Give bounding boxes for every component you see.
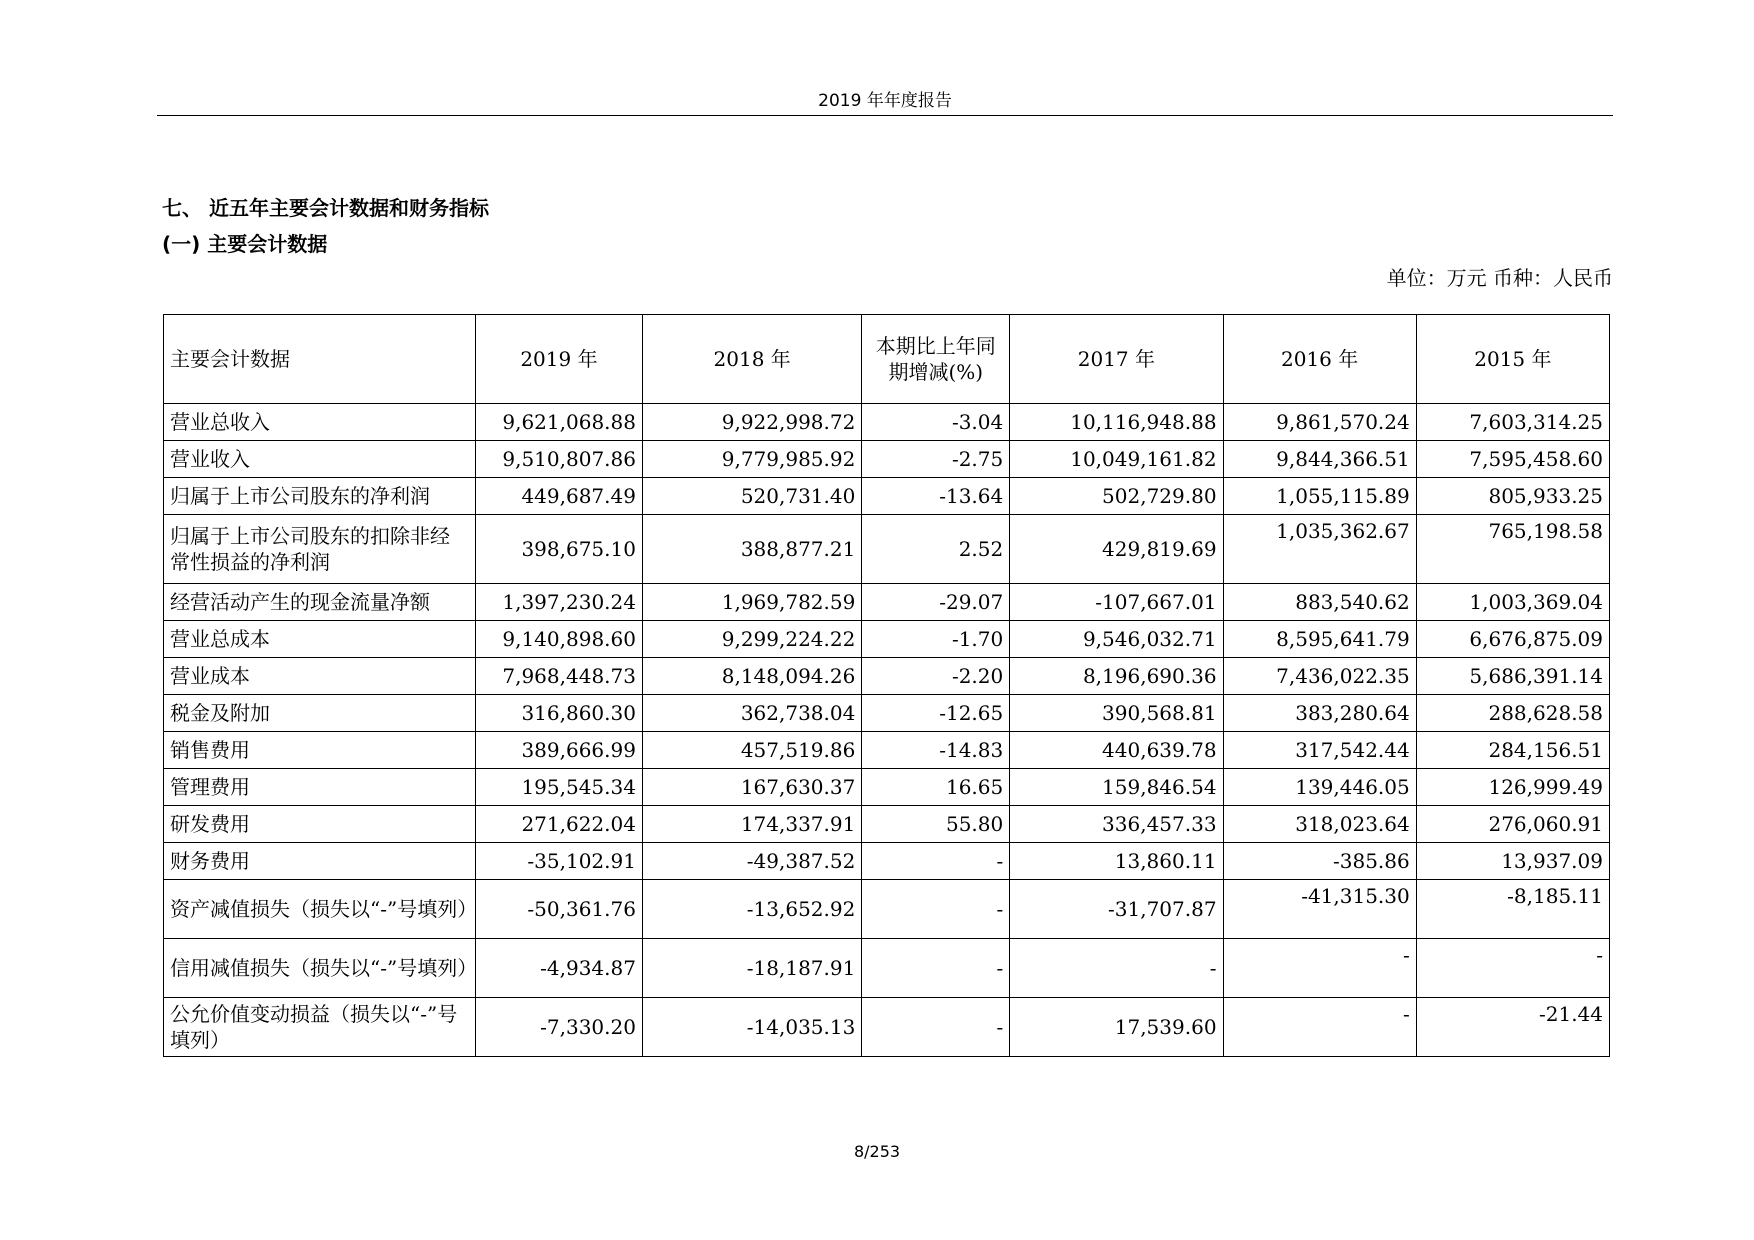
value-cell: 389,666.99 <box>475 732 642 769</box>
value-cell: -21.44 <box>1416 998 1609 1057</box>
value-cell: 9,621,068.88 <box>475 404 642 441</box>
value-cell: 167,630.37 <box>642 769 861 806</box>
row-label: 营业收入 <box>164 441 476 478</box>
value-cell: -8,185.11 <box>1416 880 1609 939</box>
table-row <box>164 621 1610 658</box>
column-header: 本期比上年同期增减(%) <box>862 315 1010 404</box>
value-cell: -3.04 <box>862 404 1010 441</box>
table-header-row <box>164 315 1610 404</box>
value-cell: - <box>862 939 1010 998</box>
row-label: 归属于上市公司股东的净利润 <box>164 478 476 515</box>
value-cell: 10,049,161.82 <box>1010 441 1223 478</box>
row-label: 管理费用 <box>164 769 476 806</box>
value-cell: 317,542.44 <box>1223 732 1416 769</box>
report-header: 2019 年年度报告 <box>818 91 952 111</box>
value-cell: 390,568.81 <box>1010 695 1223 732</box>
value-cell: 5,686,391.14 <box>1416 658 1609 695</box>
value-cell: 520,731.40 <box>642 478 861 515</box>
section-title: 七、 近五年主要会计数据和财务指标 <box>162 196 489 220</box>
page-number: 8/253 <box>853 1142 901 1161</box>
value-cell: 13,860.11 <box>1010 843 1223 880</box>
value-cell: 16.65 <box>862 769 1010 806</box>
table-body <box>164 404 1610 1057</box>
value-cell: 6,676,875.09 <box>1416 621 1609 658</box>
value-cell: -14,035.13 <box>642 998 861 1057</box>
value-cell: 336,457.33 <box>1010 806 1223 843</box>
value-cell: - <box>862 998 1010 1057</box>
value-cell: 1,969,782.59 <box>642 584 861 621</box>
value-cell: -41,315.30 <box>1223 880 1416 939</box>
value-cell: 502,729.80 <box>1010 478 1223 515</box>
value-cell: 318,023.64 <box>1223 806 1416 843</box>
value-cell: 1,055,115.89 <box>1223 478 1416 515</box>
value-cell: -2.75 <box>862 441 1010 478</box>
value-cell: 8,196,690.36 <box>1010 658 1223 695</box>
value-cell: 1,003,369.04 <box>1416 584 1609 621</box>
value-cell: - <box>862 843 1010 880</box>
value-cell: -1.70 <box>862 621 1010 658</box>
value-cell: 383,280.64 <box>1223 695 1416 732</box>
value-cell: 9,922,998.72 <box>642 404 861 441</box>
value-cell: 276,060.91 <box>1416 806 1609 843</box>
value-cell: 284,156.51 <box>1416 732 1609 769</box>
value-cell: -13,652.92 <box>642 880 861 939</box>
value-cell: -14.83 <box>862 732 1010 769</box>
value-cell: 17,539.60 <box>1010 998 1223 1057</box>
table-row <box>164 939 1610 998</box>
sub-section-title: (一) 主要会计数据 <box>162 232 328 256</box>
row-label: 资产减值损失（损失以“-”号填列） <box>164 880 476 939</box>
value-cell: 195,545.34 <box>475 769 642 806</box>
value-cell: 362,738.04 <box>642 695 861 732</box>
table-row <box>164 998 1610 1057</box>
row-label: 研发费用 <box>164 806 476 843</box>
value-cell: -50,361.76 <box>475 880 642 939</box>
column-header: 2019 年 <box>475 315 642 404</box>
row-label: 公允价值变动损益（损失以“-”号填列） <box>164 998 476 1057</box>
value-cell: 7,968,448.73 <box>475 658 642 695</box>
table-row <box>164 404 1610 441</box>
column-header: 主要会计数据 <box>164 315 476 404</box>
unit-note: 单位：万元 币种：人民币 <box>1386 266 1613 290</box>
value-cell: 159,846.54 <box>1010 769 1223 806</box>
value-cell: - <box>1416 939 1609 998</box>
value-cell: 126,999.49 <box>1416 769 1609 806</box>
table-row <box>164 806 1610 843</box>
value-cell: -4,934.87 <box>475 939 642 998</box>
value-cell: -35,102.91 <box>475 843 642 880</box>
value-cell: 7,436,022.35 <box>1223 658 1416 695</box>
value-cell: 55.80 <box>862 806 1010 843</box>
column-header: 2018 年 <box>642 315 861 404</box>
value-cell: 7,603,314.25 <box>1416 404 1609 441</box>
value-cell: 10,116,948.88 <box>1010 404 1223 441</box>
value-cell: 271,622.04 <box>475 806 642 843</box>
value-cell: 9,546,032.71 <box>1010 621 1223 658</box>
value-cell: 429,819.69 <box>1010 515 1223 584</box>
column-header: 2017 年 <box>1010 315 1223 404</box>
value-cell: 883,540.62 <box>1223 584 1416 621</box>
value-cell: 449,687.49 <box>475 478 642 515</box>
value-cell: 805,933.25 <box>1416 478 1609 515</box>
table-row <box>164 695 1610 732</box>
table-row <box>164 658 1610 695</box>
value-cell: 398,675.10 <box>475 515 642 584</box>
value-cell: - <box>862 880 1010 939</box>
value-cell: 288,628.58 <box>1416 695 1609 732</box>
row-label: 销售费用 <box>164 732 476 769</box>
value-cell: - <box>1223 998 1416 1057</box>
value-cell: 1,035,362.67 <box>1223 515 1416 584</box>
value-cell: -7,330.20 <box>475 998 642 1057</box>
row-label: 营业总收入 <box>164 404 476 441</box>
column-header: 2016 年 <box>1223 315 1416 404</box>
column-header: 2015 年 <box>1416 315 1609 404</box>
value-cell: 13,937.09 <box>1416 843 1609 880</box>
table-row <box>164 441 1610 478</box>
value-cell: 8,148,094.26 <box>642 658 861 695</box>
value-cell: 174,337.91 <box>642 806 861 843</box>
value-cell: 388,877.21 <box>642 515 861 584</box>
row-label: 营业成本 <box>164 658 476 695</box>
value-cell: -29.07 <box>862 584 1010 621</box>
accounting-data-table <box>163 314 1610 1057</box>
value-cell: -12.65 <box>862 695 1010 732</box>
table-row <box>164 584 1610 621</box>
header-divider <box>157 115 1613 116</box>
row-label: 财务费用 <box>164 843 476 880</box>
value-cell: 2.52 <box>862 515 1010 584</box>
table-row <box>164 769 1610 806</box>
value-cell: 7,595,458.60 <box>1416 441 1609 478</box>
value-cell: 9,844,366.51 <box>1223 441 1416 478</box>
value-cell: 1,397,230.24 <box>475 584 642 621</box>
value-cell: 9,779,985.92 <box>642 441 861 478</box>
value-cell: 457,519.86 <box>642 732 861 769</box>
value-cell: -31,707.87 <box>1010 880 1223 939</box>
value-cell: 765,198.58 <box>1416 515 1609 584</box>
row-label: 经营活动产生的现金流量净额 <box>164 584 476 621</box>
value-cell: -13.64 <box>862 478 1010 515</box>
table-row <box>164 732 1610 769</box>
value-cell: - <box>1010 939 1223 998</box>
row-label: 营业总成本 <box>164 621 476 658</box>
value-cell: - <box>1223 939 1416 998</box>
value-cell: 440,639.78 <box>1010 732 1223 769</box>
value-cell: 139,446.05 <box>1223 769 1416 806</box>
value-cell: -385.86 <box>1223 843 1416 880</box>
value-cell: 316,860.30 <box>475 695 642 732</box>
table-row <box>164 515 1610 584</box>
row-label: 信用减值损失（损失以“-”号填列） <box>164 939 476 998</box>
value-cell: -49,387.52 <box>642 843 861 880</box>
table-row <box>164 478 1610 515</box>
value-cell: 8,595,641.79 <box>1223 621 1416 658</box>
value-cell: -18,187.91 <box>642 939 861 998</box>
table-row <box>164 843 1610 880</box>
row-label: 归属于上市公司股东的扣除非经常性损益的净利润 <box>164 515 476 584</box>
table-row <box>164 880 1610 939</box>
value-cell: 9,861,570.24 <box>1223 404 1416 441</box>
value-cell: -2.20 <box>862 658 1010 695</box>
value-cell: -107,667.01 <box>1010 584 1223 621</box>
value-cell: 9,299,224.22 <box>642 621 861 658</box>
row-label: 税金及附加 <box>164 695 476 732</box>
value-cell: 9,140,898.60 <box>475 621 642 658</box>
value-cell: 9,510,807.86 <box>475 441 642 478</box>
